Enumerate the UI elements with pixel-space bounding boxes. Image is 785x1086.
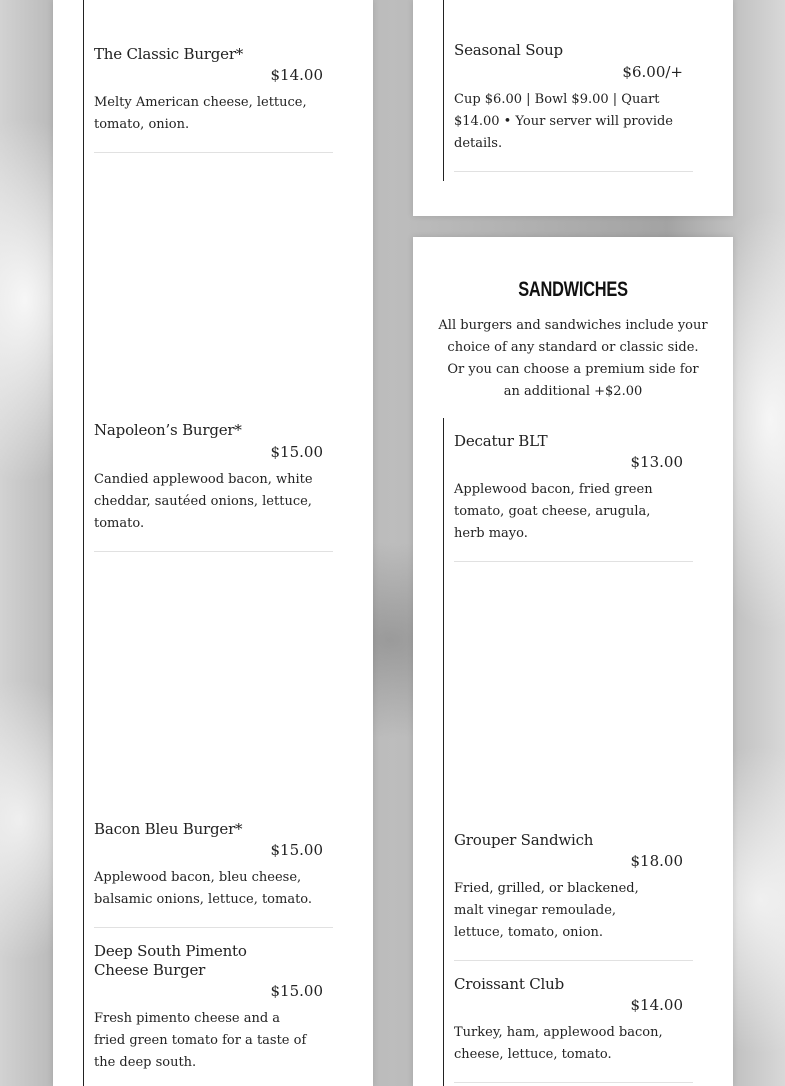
item-name: Deep South Pimento Cheese Burger [94,942,247,979]
item-description: Turkey, ham, applewood bacon, cheese, lettuce, tomato. [454,1025,663,1062]
item-description: Cup $6.00 | Bowl $9.00 | Quart $14.00 • Your server will provide details. [454,92,673,151]
item-description: Melty American cheese, lettuce, tomato, onion. [94,95,307,132]
item-description: Fresh pimento cheese and a fried green tomato for a taste of the deep south. [94,1011,307,1070]
menu-item-deep-south-burger[interactable] [94,0,334,1086]
item-divider [454,171,693,172]
item-price: $15.00 [270,841,323,859]
soup-panel [413,0,733,216]
item-price: $15.00 [270,982,323,1000]
item-price: $13.00 [630,453,683,471]
item-price: $18.00 [630,852,683,870]
item-name: Seasonal Soup [454,41,563,59]
menu-item-seasonal-soup[interactable] [454,0,694,180]
item-divider [454,1082,693,1083]
item-price: $14.00 [630,996,683,1014]
item-description: Fried, grilled, or blackened, malt vinegar remoulade, lettuce, tomato, onion. [454,881,639,940]
item-name: Bacon Bleu Burger* [94,820,243,838]
panel-rule [83,0,84,1086]
item-price: $15.00 [270,443,323,461]
item-name: The Classic Burger* [94,45,244,63]
item-description: Applewood bacon, bleu cheese, balsamic onions, lettuce, tomato. [94,870,313,907]
item-price: $14.00 [270,66,323,84]
item-name: Grouper Sandwich [454,831,594,849]
item-description: Candied applewood bacon, white cheddar, sautéed onions, lettuce, tomato. [94,472,313,531]
sandwiches-panel [413,237,733,1086]
menu-item-croissant-club[interactable] [454,237,694,1086]
item-name: Decatur BLT [454,432,548,450]
section-intro: All burgers and sandwiches include your choice of any standard or classic side. Or you can choose a premium side for an additional +$2.00 [438,318,708,399]
item-name: Croissant Club [454,975,565,993]
burgers-panel [53,0,373,1086]
item-name: Napoleon’s Burger* [94,421,242,439]
section-title: SANDWICHES [518,278,628,301]
panel-rule [443,418,444,1086]
item-description: Applewood bacon, fried green tomato, goat cheese, arugula, herb mayo. [454,482,653,541]
item-price: $6.00/+ [622,63,683,81]
panel-rule [443,0,444,181]
